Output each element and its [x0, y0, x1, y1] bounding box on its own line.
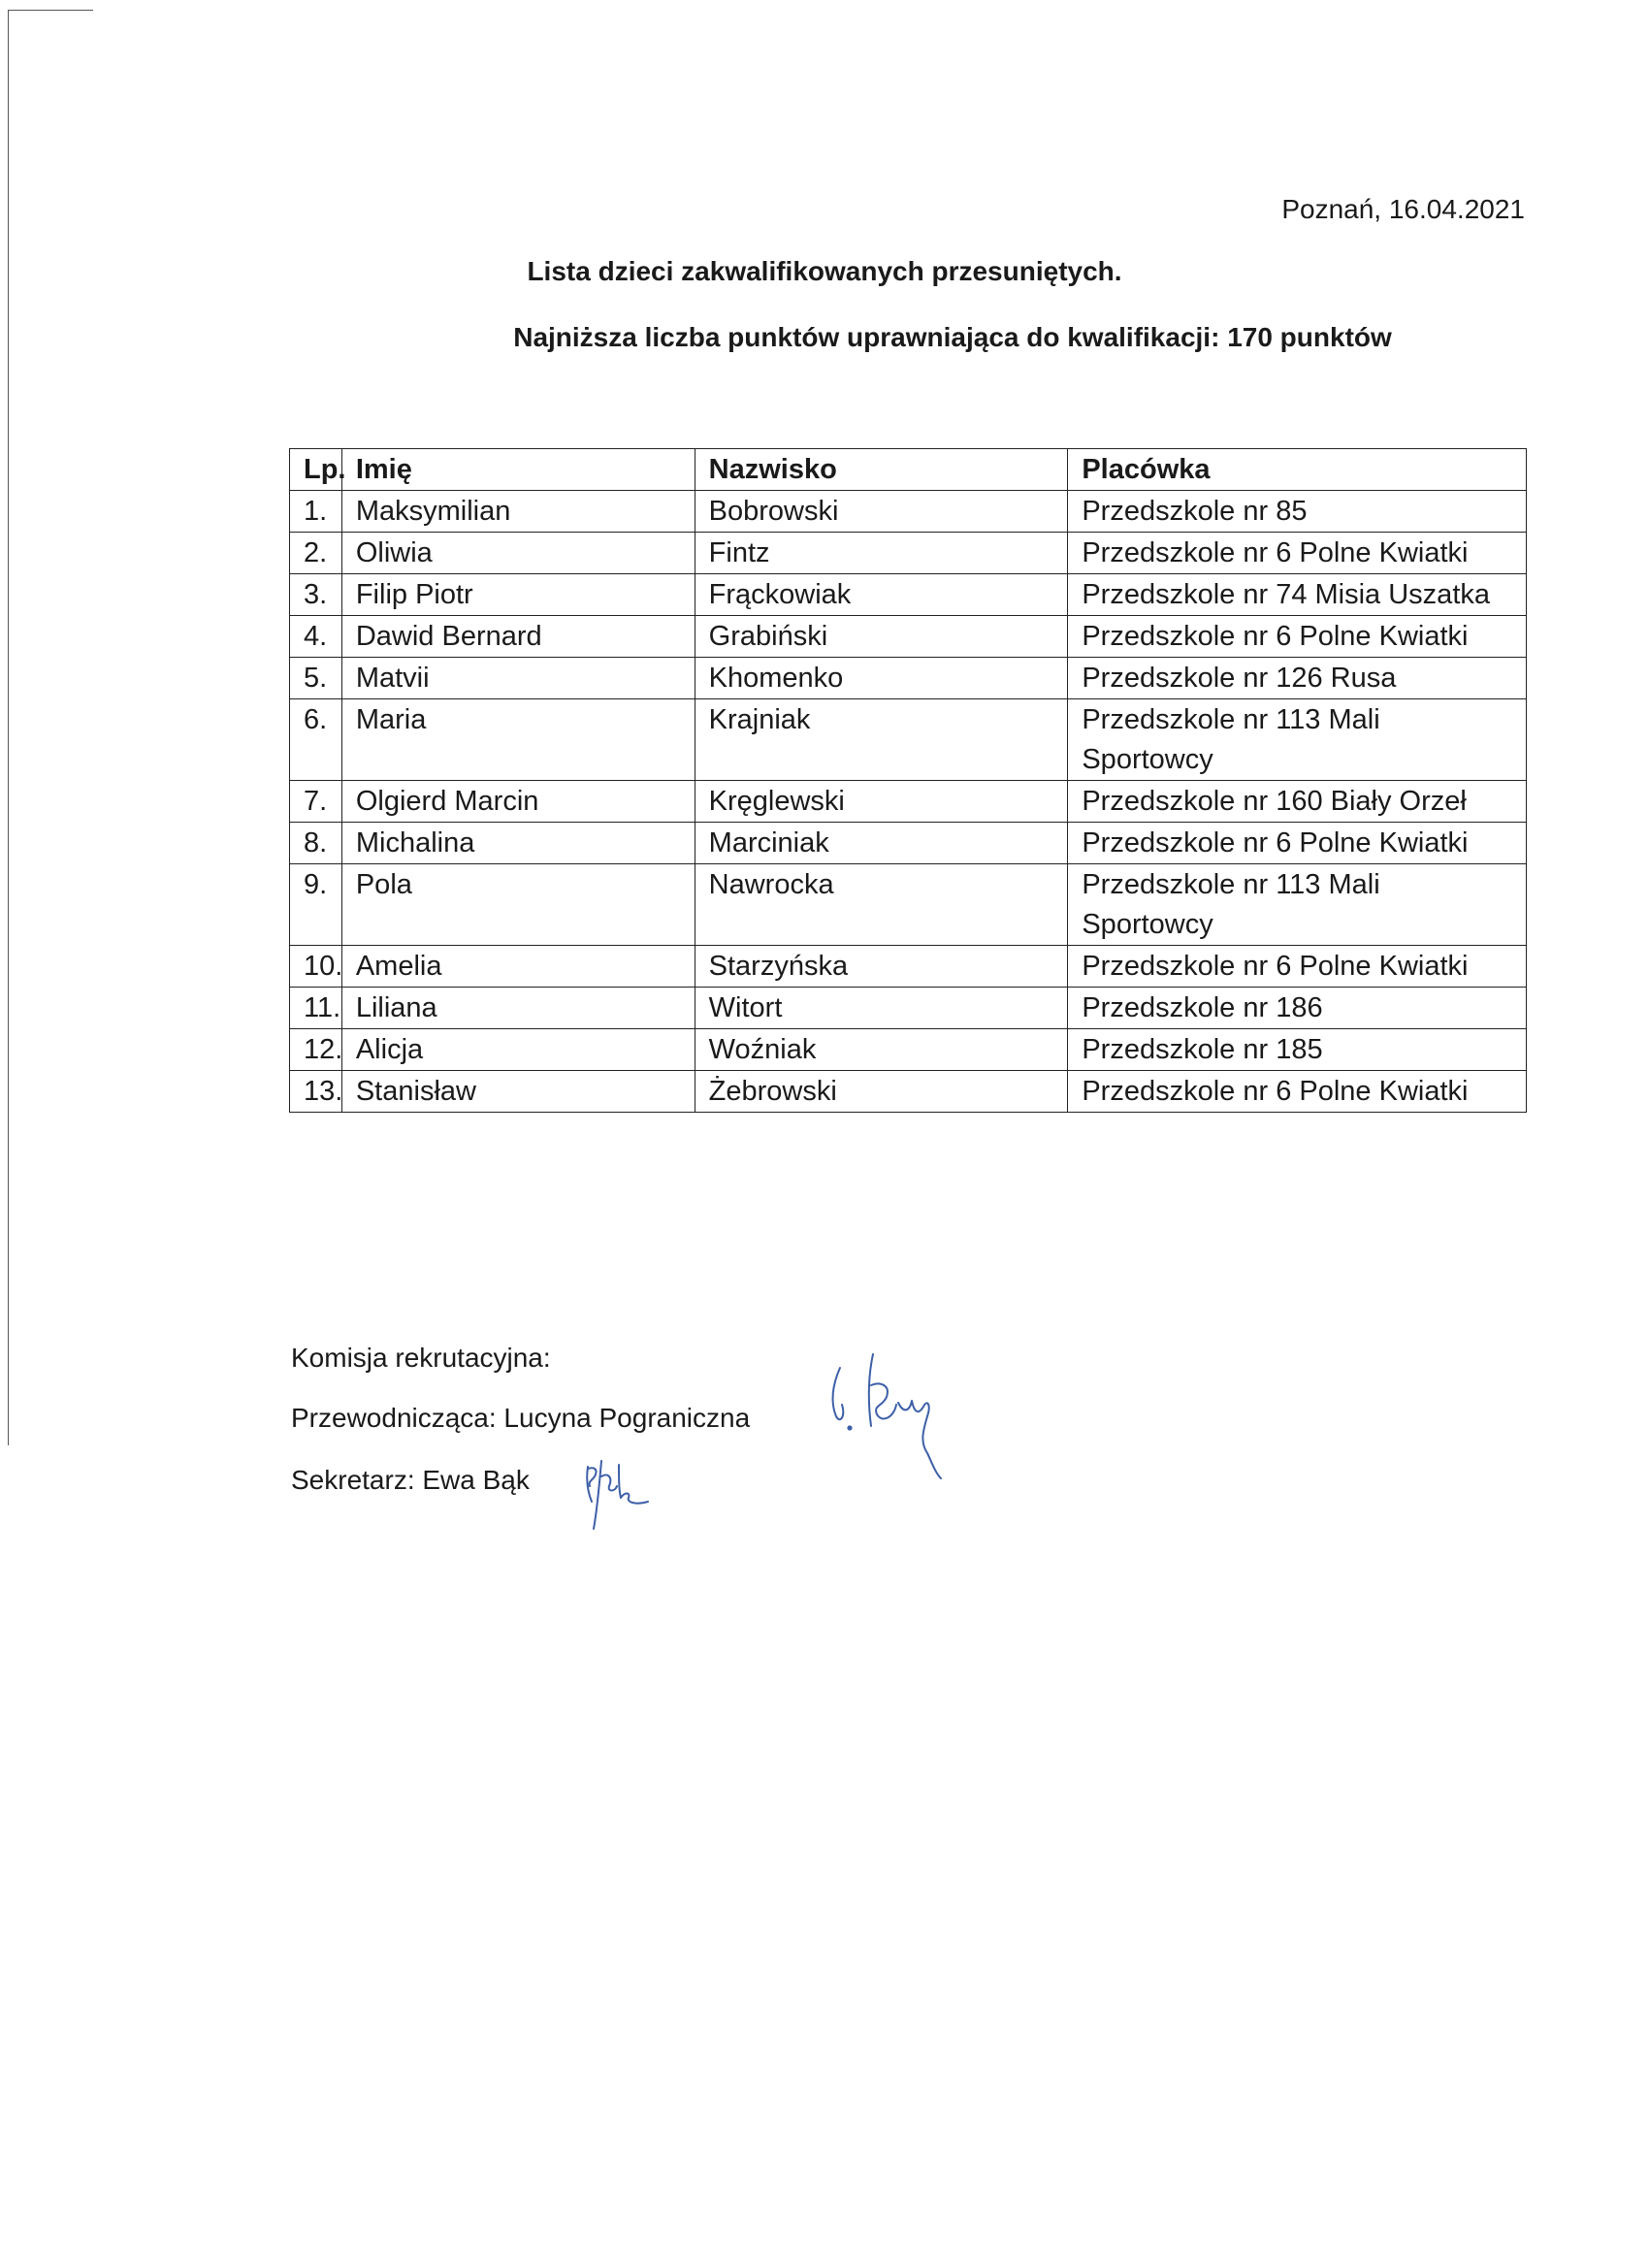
cell-nazwisko: Krajniak [695, 699, 1068, 781]
cell-lp: 6. [290, 699, 342, 781]
cell-imie: Alicja [341, 1029, 695, 1071]
table-row [290, 1071, 1527, 1113]
cell-imie: Maksymilian [341, 491, 695, 533]
cell-imie: Matvii [341, 658, 695, 699]
cell-nazwisko: Żebrowski [695, 1071, 1068, 1113]
cell-placowka: Przedszkole nr 126 Rusa [1068, 658, 1527, 699]
scan-border-top [8, 10, 93, 11]
cell-lp: 5. [290, 658, 342, 699]
cell-lp: 12. [290, 1029, 342, 1071]
document-title: Lista dzieci zakwalifikowanych przesuniętych. [527, 256, 1122, 286]
place-date: Poznań, 16.04.2021 [1281, 194, 1525, 224]
cell-lp: 4. [290, 616, 342, 658]
cell-lp: 1. [290, 491, 342, 533]
chair-signature [823, 1346, 958, 1492]
cell-lp: 13. [290, 1071, 342, 1113]
cell-imie: Amelia [341, 946, 695, 988]
table-row [290, 574, 1527, 616]
cell-imie: Michalina [341, 823, 695, 864]
cell-placowka: Przedszkole nr 6 Polne Kwiatki [1068, 1071, 1527, 1113]
cell-lp: 11. [290, 988, 342, 1029]
qualified-children-table [289, 448, 1527, 1113]
cell-nazwisko: Khomenko [695, 658, 1068, 699]
cell-lp: 9. [290, 864, 342, 946]
commission-secretary: Sekretarz: Ewa Bąk [291, 1465, 530, 1495]
cell-nazwisko: Fintz [695, 533, 1068, 574]
cell-nazwisko: Nawrocka [695, 864, 1068, 946]
cell-placowka: Przedszkole nr 113 Mali Sportowcy [1068, 864, 1527, 946]
cell-lp: 2. [290, 533, 342, 574]
cell-lp: 7. [290, 781, 342, 823]
cell-nazwisko: Frąckowiak [695, 574, 1068, 616]
cell-placowka: Przedszkole nr 6 Polne Kwiatki [1068, 616, 1527, 658]
cell-placowka: Przedszkole nr 6 Polne Kwiatki [1068, 533, 1527, 574]
cell-imie: Dawid Bernard [341, 616, 695, 658]
header-nazwisko: Nazwisko [695, 449, 1068, 491]
table-row [290, 616, 1527, 658]
cell-placowka: Przedszkole nr 160 Biały Orzeł [1068, 781, 1527, 823]
table-row [290, 781, 1527, 823]
cell-imie: Maria [341, 699, 695, 781]
cell-nazwisko: Kręglewski [695, 781, 1068, 823]
cell-imie: Pola [341, 864, 695, 946]
commission-chair: Przewodnicząca: Lucyna Pograniczna [291, 1403, 751, 1433]
scan-border-left [8, 10, 9, 1445]
commission-heading: Komisja rekrutacyjna: [291, 1343, 551, 1373]
header-placowka: Placówka [1068, 449, 1527, 491]
cell-nazwisko: Bobrowski [695, 491, 1068, 533]
header-imie: Imię [341, 449, 695, 491]
cell-imie: Oliwia [341, 533, 695, 574]
table-header-row [290, 449, 1527, 491]
cell-nazwisko: Witort [695, 988, 1068, 1029]
table-row [290, 699, 1527, 781]
cell-lp: 3. [290, 574, 342, 616]
cell-imie: Filip Piotr [341, 574, 695, 616]
cell-placowka: Przedszkole nr 85 [1068, 491, 1527, 533]
cell-placowka: Przedszkole nr 113 Mali Sportowcy [1068, 699, 1527, 781]
header-lp: Lp. [290, 449, 342, 491]
cell-placowka: Przedszkole nr 6 Polne Kwiatki [1068, 823, 1527, 864]
cell-imie: Liliana [341, 988, 695, 1029]
table-row [290, 988, 1527, 1029]
table-row [290, 946, 1527, 988]
cell-nazwisko: Grabiński [695, 616, 1068, 658]
cell-placowka: Przedszkole nr 185 [1068, 1029, 1527, 1071]
table-row [290, 823, 1527, 864]
cell-imie: Stanisław [341, 1071, 695, 1113]
cell-nazwisko: Marciniak [695, 823, 1068, 864]
table-row [290, 491, 1527, 533]
table-row [290, 864, 1527, 946]
table-row [290, 1029, 1527, 1071]
cell-placowka: Przedszkole nr 186 [1068, 988, 1527, 1029]
document-subtitle: Najniższa liczba punktów uprawniająca do kwalifikacji: 170 punktów [513, 322, 1392, 352]
cell-placowka: Przedszkole nr 6 Polne Kwiatki [1068, 946, 1527, 988]
cell-nazwisko: Starzyńska [695, 946, 1068, 988]
cell-imie: Olgierd Marcin [341, 781, 695, 823]
cell-placowka: Przedszkole nr 74 Misia Uszatka [1068, 574, 1527, 616]
cell-lp: 10. [290, 946, 342, 988]
table-row [290, 533, 1527, 574]
secretary-signature [580, 1447, 667, 1535]
cell-nazwisko: Woźniak [695, 1029, 1068, 1071]
table-row [290, 658, 1527, 699]
cell-lp: 8. [290, 823, 342, 864]
